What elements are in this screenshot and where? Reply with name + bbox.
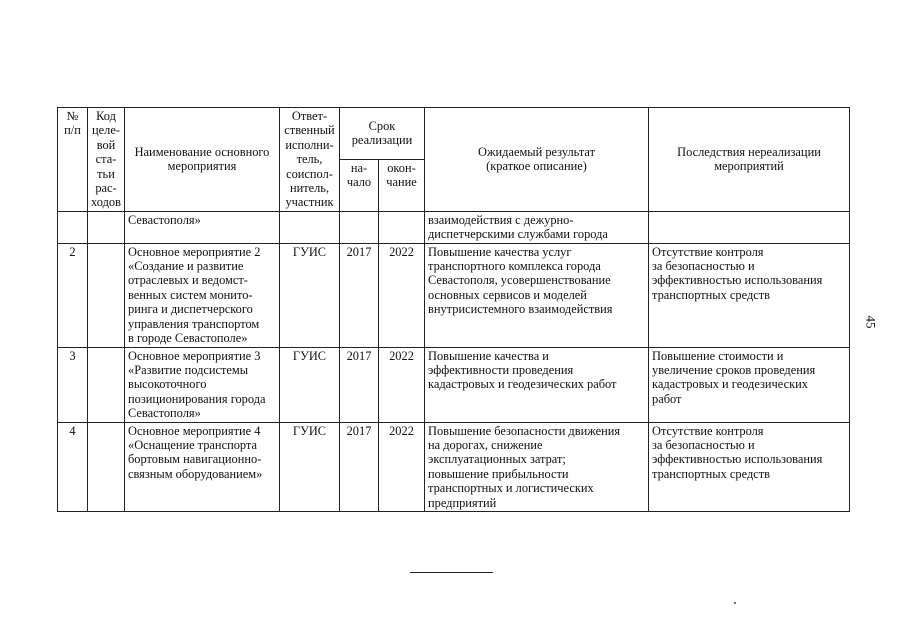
cell-num: 4: [58, 422, 88, 511]
cell-start: 2017: [340, 422, 379, 511]
header-end: окон- чание: [379, 159, 425, 211]
cell-end: 2022: [379, 422, 425, 511]
cell-code: [88, 243, 125, 347]
header-start: на- чало: [340, 159, 379, 211]
cell-name: Основное мероприятие 4 «Оснащение транспорта бортовым навигационно- связным оборудованием»: [125, 422, 280, 511]
cell-start: [340, 211, 379, 243]
cell-result: взаимодействия с дежурно- диспетчерскими службами города: [425, 211, 649, 243]
header-responsible: Ответ- ственный исполни- тель, соиспол- нитель, участник: [280, 108, 340, 212]
cell-consequences: [649, 211, 850, 243]
cell-name: Севастополя»: [125, 211, 280, 243]
table-row: [58, 211, 850, 243]
cell-num: [58, 211, 88, 243]
header-period: Срок реализации: [340, 108, 425, 160]
scan-speck: [734, 602, 736, 604]
cell-code: [88, 422, 125, 511]
footer-divider: [410, 572, 493, 573]
header-code: Код целе- вой ста- тьи рас- ходов: [88, 108, 125, 212]
cell-num: 2: [58, 243, 88, 347]
cell-responsible: ГУИС: [280, 347, 340, 422]
table-row: [58, 422, 850, 511]
header-result: Ожидаемый результат (краткое описание): [425, 108, 649, 212]
cell-consequences: Отсутствие контроля за безопасностью и эффективностью использования транспортных средств: [649, 243, 850, 347]
header-name: Наименование основного мероприятия: [125, 108, 280, 212]
cell-code: [88, 211, 125, 243]
cell-consequences: Отсутствие контроля за безопасностью и эффективностью использования транспортных средств: [649, 422, 850, 511]
header-row: [58, 108, 850, 160]
measures-table: [57, 107, 850, 512]
cell-responsible: [280, 211, 340, 243]
cell-name: Основное мероприятие 2 «Создание и развитие отраслевых и ведомст- венных систем монито- ринга и диспетчерского управления транспортом в городе Севастополе»: [125, 243, 280, 347]
cell-responsible: ГУИС: [280, 422, 340, 511]
header-num: № п/п: [58, 108, 88, 212]
cell-end: 2022: [379, 243, 425, 347]
table-row: [58, 347, 850, 422]
cell-result: Повышение качества услуг транспортного комплекса города Севастополя, усовершенствование основных сервисов и моделей внутрисистемного взаимодействия: [425, 243, 649, 347]
header-consequences: Последствия нереализации мероприятий: [649, 108, 850, 212]
cell-end: 2022: [379, 347, 425, 422]
cell-name: Основное мероприятие 3 «Развитие подсистемы высокоточного позиционирования города Севастополя»: [125, 347, 280, 422]
page-number: 45: [863, 315, 879, 329]
cell-result: Повышение безопасности движения на дорогах, снижение эксплуатационных затрат; повышение прибыльности транспортных и логистических предприятий: [425, 422, 649, 511]
table-row: [58, 243, 850, 347]
cell-consequences: Повышение стоимости и увеличение сроков проведения кадастровых и геодезических работ: [649, 347, 850, 422]
cell-start: 2017: [340, 347, 379, 422]
cell-end: [379, 211, 425, 243]
cell-start: 2017: [340, 243, 379, 347]
cell-code: [88, 347, 125, 422]
cell-result: Повышение качества и эффективности проведения кадастровых и геодезических работ: [425, 347, 649, 422]
cell-responsible: ГУИС: [280, 243, 340, 347]
cell-num: 3: [58, 347, 88, 422]
